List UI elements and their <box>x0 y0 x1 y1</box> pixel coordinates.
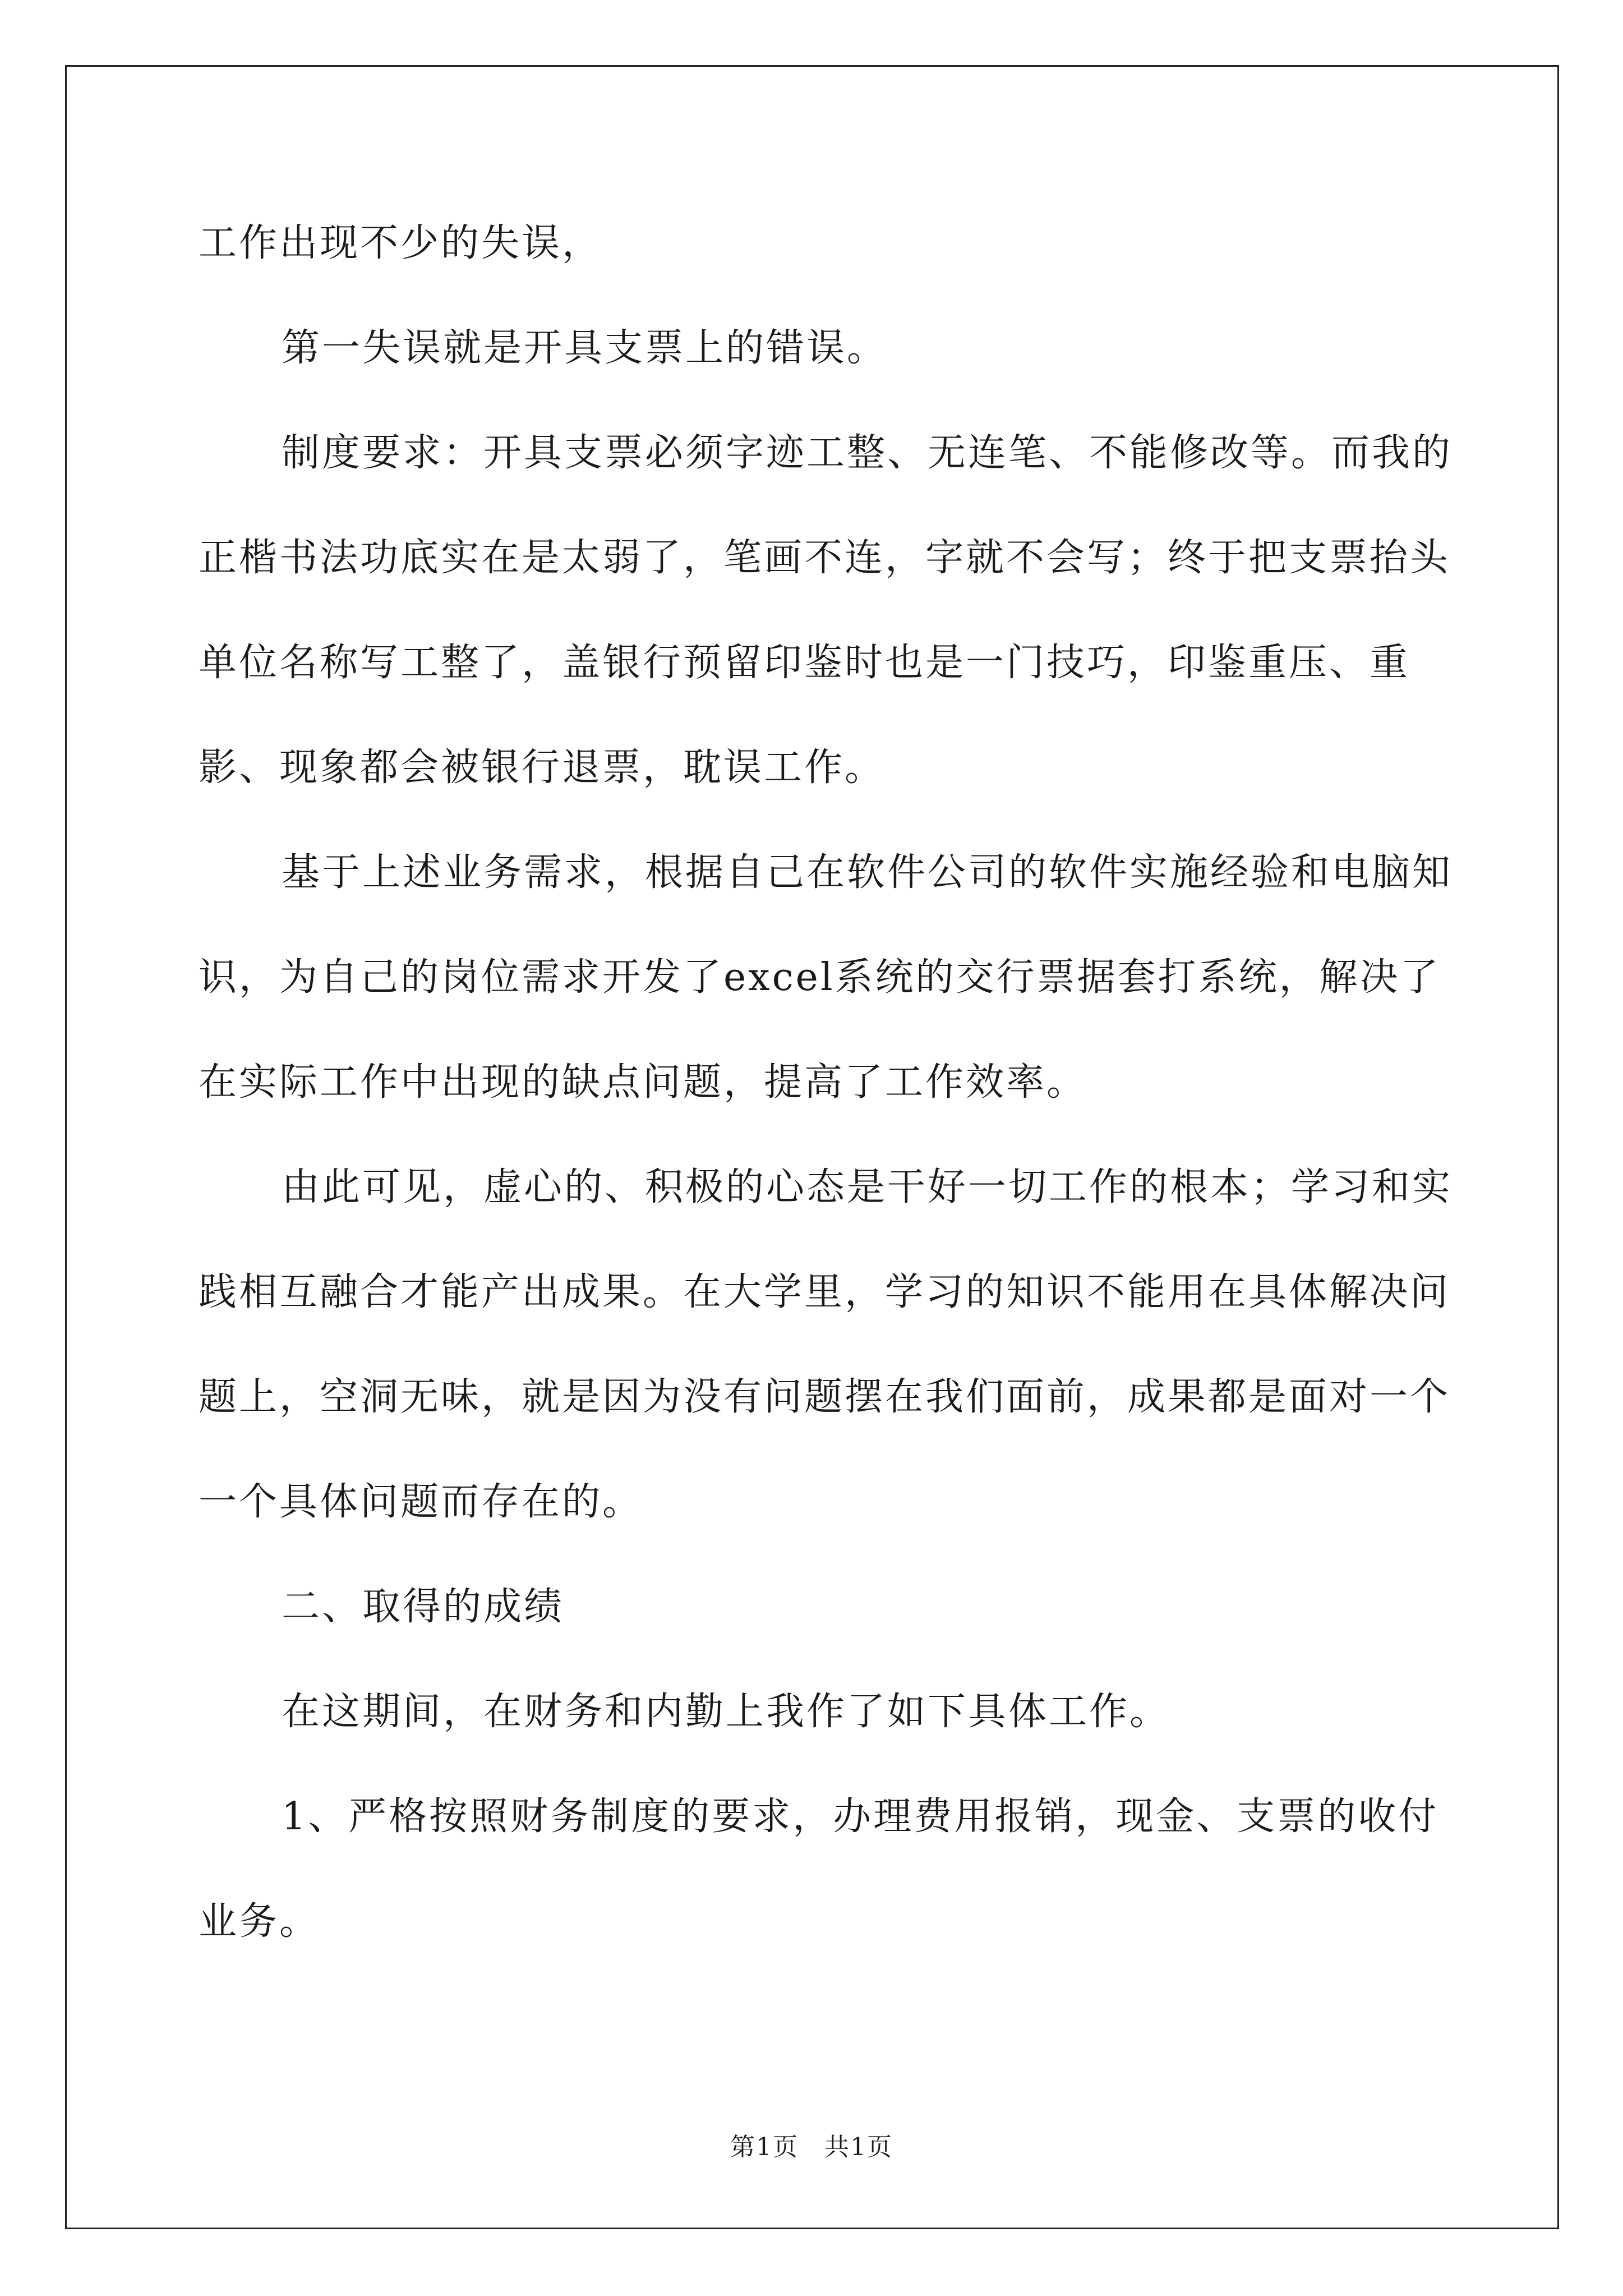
page-footer: 第1页 共1页 <box>730 2133 893 2161</box>
paragraph-8: 1、严格按照财务制度的要求，办理费用报销，现金、支票的收付业务。 <box>199 1795 1439 1944</box>
section-heading: 二、取得的成绩 <box>282 1585 565 1629</box>
paragraph-4: 基于上述业务需求，根据自己在软件公司的软件实施经验和电脑知识，为自己的岗位需求开发了excel系统的交行票据套打系统，解决了在实际工作中出现的缺点问题，提高了工作效率。 <box>199 850 1453 1105</box>
paragraph-7: 在这期间，在财务和内勤上我作了如下具体工作。 <box>282 1690 1170 1734</box>
paragraph-1: 工作出现不少的失误， <box>199 221 603 265</box>
paragraph-3: 制度要求：开具支票必须字迹工整、无连笔、不能修改等。而我的正楷书法功底实在是太弱了，笔画不连，字就不会写；终于把支票抬头单位名称写工整了，盖银行预留印鉴时也是一门技巧，印鉴重压、重影、现象都会被银行退票，耽误工作。 <box>199 431 1453 790</box>
paragraph-2: 第一失误就是开具支票上的错误。 <box>282 326 888 370</box>
paragraph-5: 由此可见，虚心的、积极的心态是干好一切工作的根本；学习和实践相互融合才能产出成果。在大学里，学习的知识不能用在具体解决问题上，空洞无味，就是因为没有问题摆在我们面前，成果都是面对一个一个具体问题而存在的。 <box>199 1165 1453 1524</box>
document-body <box>199 191 1477 1974</box>
